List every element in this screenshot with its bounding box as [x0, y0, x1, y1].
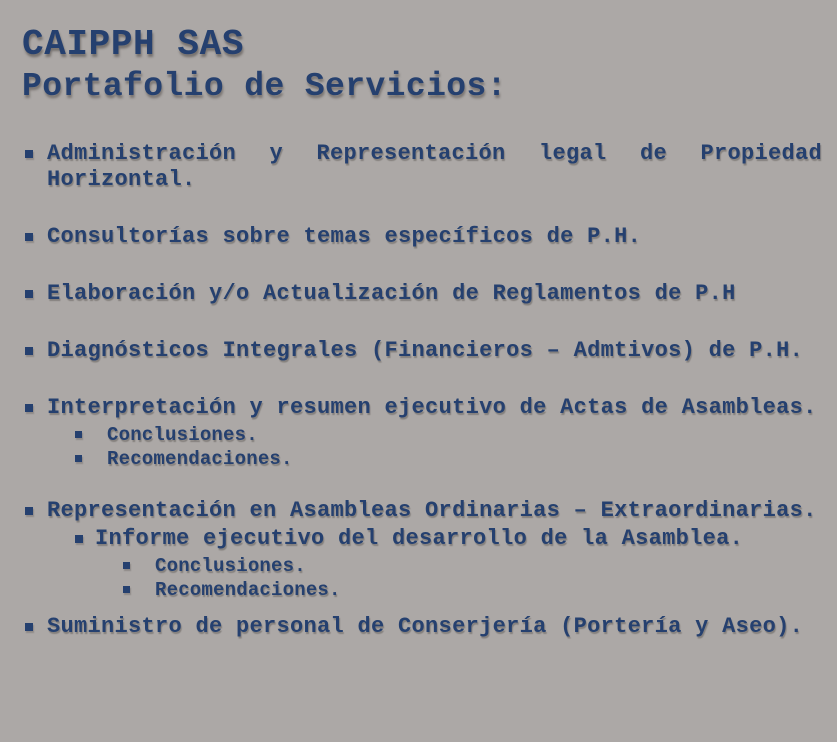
sub-sub-items — [95, 554, 822, 602]
service-item-text: Suministro de personal de Conserjería (Portería y Aseo). — [47, 614, 804, 639]
services-list — [22, 141, 822, 640]
square-bullet-icon — [25, 404, 33, 412]
service-item-text: Consultorías sobre temas específicos de P.H. — [47, 224, 642, 249]
service-item-interpretacion — [22, 395, 822, 471]
square-bullet-icon — [123, 562, 130, 569]
square-bullet-icon — [25, 623, 33, 631]
square-bullet-icon — [75, 455, 82, 462]
service-item-text: Interpretación y resumen ejecutivo de Actas de Asambleas. — [47, 395, 817, 420]
sub-items — [47, 526, 822, 602]
square-bullet-icon — [25, 233, 33, 241]
sub-item-recomendaciones — [47, 447, 822, 471]
sub-item-text: Conclusiones. — [155, 555, 306, 577]
service-item-text: Representación en Asambleas Ordinarias – Extraordinarias. — [47, 498, 817, 523]
square-bullet-icon — [75, 431, 82, 438]
square-bullet-icon — [25, 507, 33, 515]
company-title: CAIPPH SAS — [22, 24, 245, 65]
service-item-text: Administración y Representación legal de Propiedad Horizontal. — [47, 141, 822, 192]
sub-item-text: Recomendaciones. — [155, 579, 341, 601]
service-item-administracion — [22, 141, 822, 193]
service-item-diagnosticos — [22, 338, 822, 364]
square-bullet-icon — [25, 150, 33, 158]
sub-item-text: Informe ejecutivo del desarrollo de la Asamblea. — [95, 526, 744, 551]
service-item-suministro — [22, 614, 822, 640]
service-item-consultorias — [22, 224, 822, 250]
sub-item-text: Recomendaciones. — [107, 448, 293, 470]
service-item-representacion — [22, 498, 822, 602]
square-bullet-icon — [25, 290, 33, 298]
sub-item-text: Conclusiones. — [107, 424, 258, 446]
sub-item-conclusiones — [47, 423, 822, 447]
page-title: Portafolio de Servicios: — [22, 68, 507, 105]
sub-item-recomendaciones — [95, 578, 822, 602]
service-item-elaboracion — [22, 281, 822, 307]
square-bullet-icon — [75, 535, 83, 543]
service-item-text: Diagnósticos Integrales (Financieros – Admtivos) de P.H. — [47, 338, 804, 363]
square-bullet-icon — [25, 347, 33, 355]
square-bullet-icon — [123, 586, 130, 593]
service-item-text: Elaboración y/o Actualización de Reglamentos de P.H — [47, 281, 736, 306]
sub-items — [47, 423, 822, 471]
sub-item-conclusiones — [95, 554, 822, 578]
sub-item-informe — [47, 526, 822, 602]
